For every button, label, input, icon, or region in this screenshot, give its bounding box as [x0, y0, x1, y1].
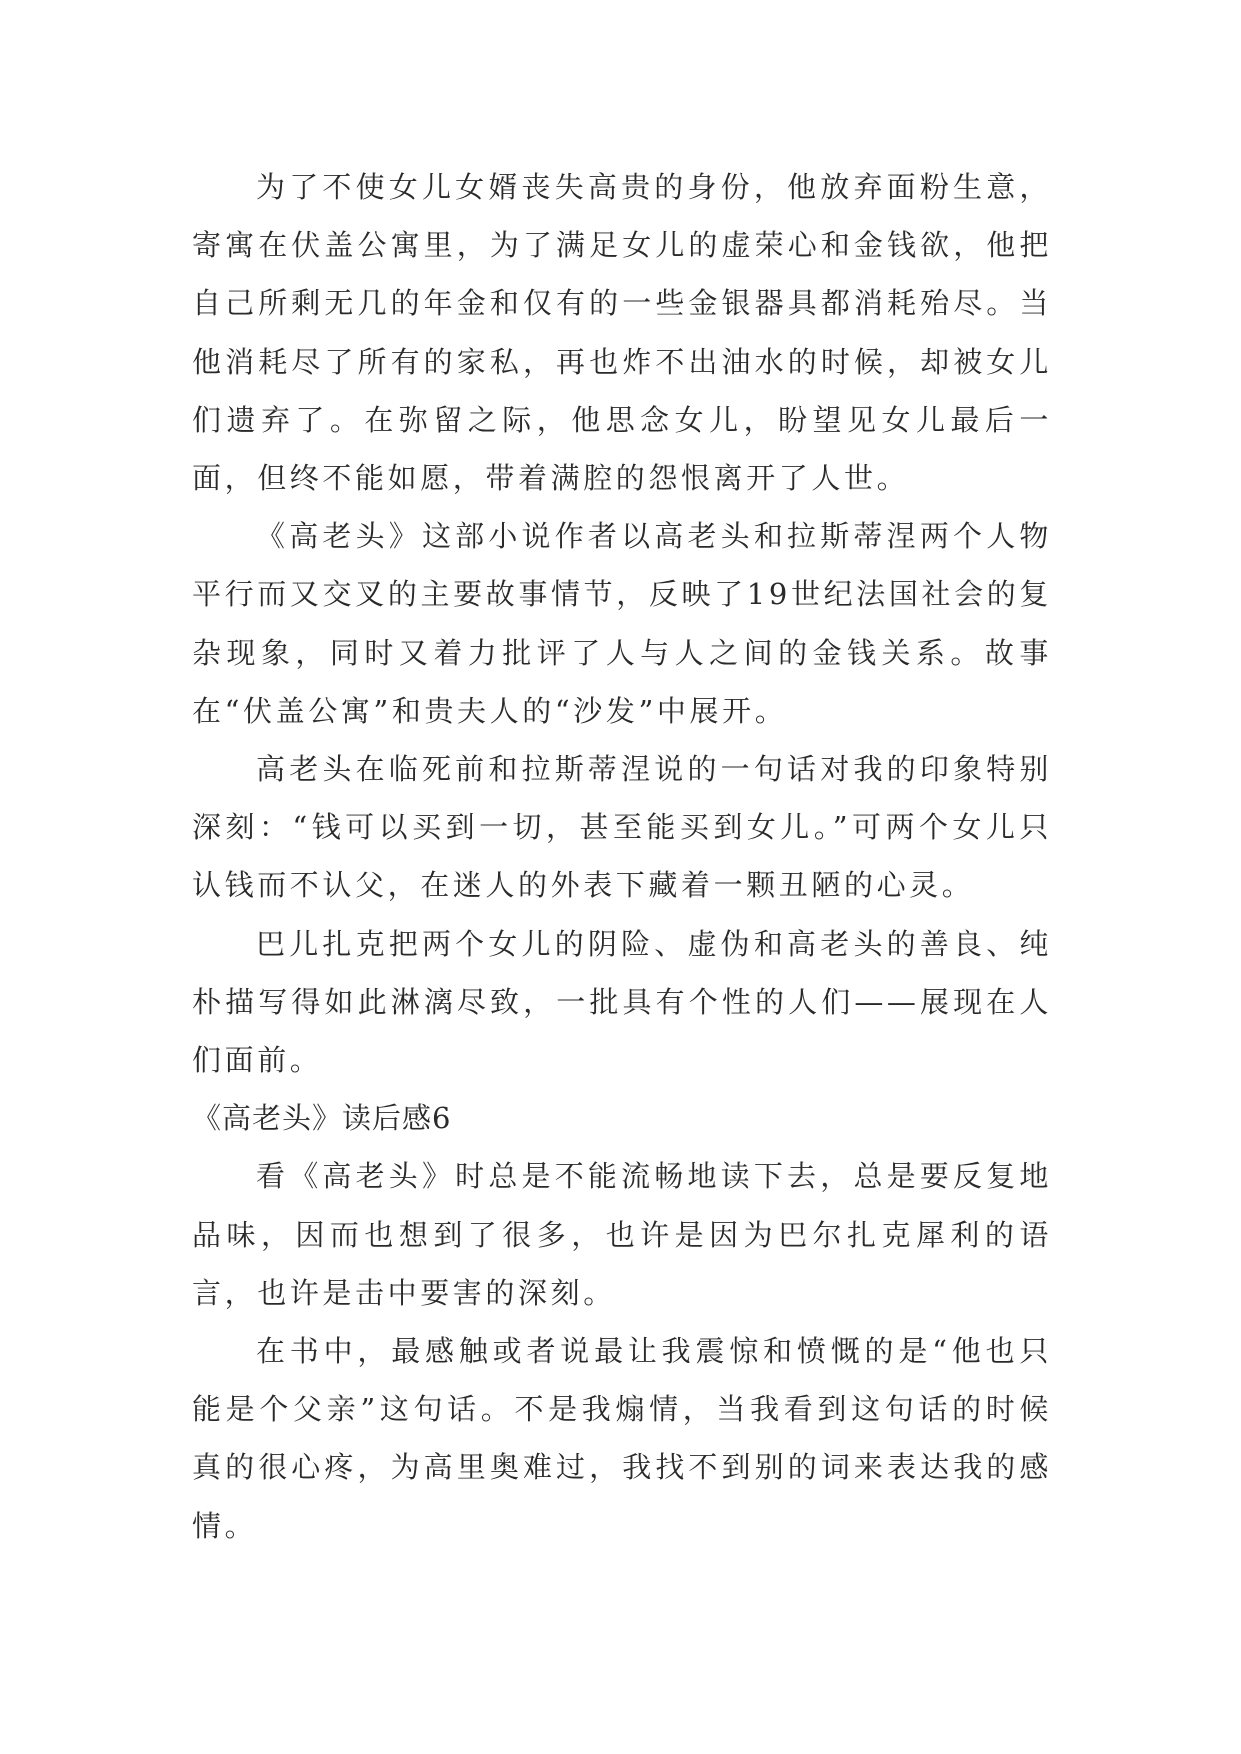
paragraph-novel-overview: 《高老头》这部小说作者以高老头和拉斯蒂涅两个人物平行而又交叉的主要故事情节，反映了19世纪法国社会的复杂现象，同时又着力批评了人与人之间的金钱关系。故事在“伏盖公寓”和贵夫人的“沙发”中展开。 [192, 519, 1052, 728]
paragraph-reading-experience: 看《高老头》时总是不能流畅地读下去，总是要反复地品味，因而也想到了很多，也许是因为巴尔扎克犀利的语言，也许是击中要害的深刻。 [192, 1159, 1052, 1310]
section-heading: 《高老头》读后感6 [192, 1101, 452, 1136]
paragraph-goriot-sacrifice: 为了不使女儿女婿丧失高贵的身份，他放弃面粉生意，寄寓在伏盖公寓里，为了满足女儿的虚荣心和金钱欲，他把自己所剩无几的年金和仅有的一些金银器具都消耗殆尽。当他消耗尽了所有的家私，再也炸不出油水的时候，却被女儿们遗弃了。在弥留之际，他思念女儿，盼望见女儿最后一面，但终不能如愿，带着满腔的怨恨离开了人世。 [192, 170, 1052, 496]
paragraph-emotional-response: 在书中，最感触或者说最让我震惊和愤慨的是“他也只能是个父亲”这句话。不是我煽情，当我看到这句话的时候真的很心疼，为高里奥难过，我找不到别的词来表达我的感情。 [192, 1334, 1052, 1543]
paragraph-deathbed-quote: 高老头在临死前和拉斯蒂涅说的一句话对我的印象特别深刻：“钱可以买到一切，甚至能买到女儿。”可两个女儿只认钱而不认父，在迷人的外表下藏着一颗丑陋的心灵。 [192, 752, 1052, 903]
paragraph-balzac-portrayal: 巴儿扎克把两个女儿的阴险、虚伪和高老头的善良、纯朴描写得如此淋漓尽致，一批具有个性的人们——展现在人们面前。 [192, 926, 1052, 1078]
document-body [192, 158, 1052, 1555]
